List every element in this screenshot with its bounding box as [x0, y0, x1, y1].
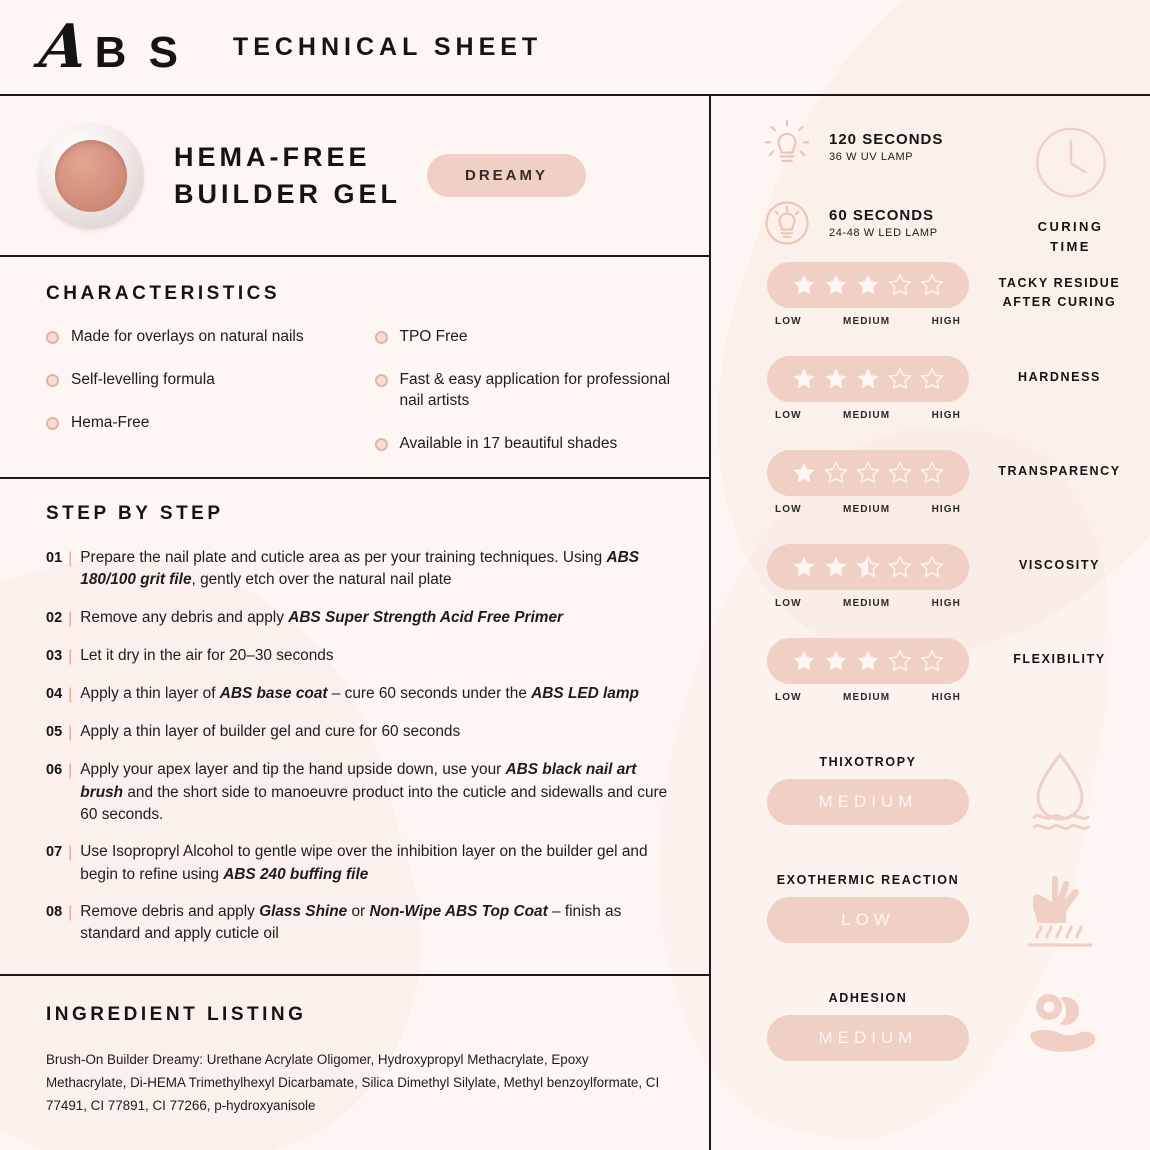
scale-low: LOW: [775, 410, 802, 421]
stars-pill: [767, 638, 969, 684]
uv-lamp-spec: 36 W UV LAMP: [829, 151, 914, 163]
property-exothermic-reaction: [711, 854, 1150, 962]
list-item: [46, 547, 675, 592]
clock-icon: [1032, 124, 1110, 201]
rating-flexibility: [711, 638, 1150, 726]
scale-high: HIGH: [931, 692, 961, 703]
characteristic-text: Made for overlays on natural nails: [71, 328, 304, 345]
rating-label: TACKY RESIDUE AFTER CURING: [998, 276, 1121, 309]
star-icon-empty: [887, 272, 913, 298]
star-icon-filled: [855, 648, 881, 674]
star-icon-filled: [823, 366, 849, 392]
rating-label: VISCOSITY: [1018, 558, 1101, 572]
star-icon-empty: [887, 460, 913, 486]
product-jar-image: [38, 123, 144, 229]
step-divider-icon: |: [68, 686, 73, 704]
rating-scale: [767, 598, 969, 609]
list-item: [375, 370, 680, 412]
bullet-icon: [375, 438, 388, 451]
scale-high: HIGH: [931, 504, 961, 515]
scale-medium: MEDIUM: [843, 504, 891, 515]
step-divider-icon: |: [68, 762, 73, 780]
property-label: THIXOTROPY: [819, 755, 917, 769]
step-text: Use Isopropryl Alcohol to gentle wipe over the inhibition layer on the builder gel and begin to refine using ABS 240 buffing file: [80, 843, 648, 883]
step-number: 01: [46, 550, 63, 566]
star-icon-filled: [791, 554, 817, 580]
step-divider-icon: |: [68, 904, 73, 922]
led-lamp-spec: 24-48 W LED LAMP: [829, 227, 938, 239]
curing-time-label: CURING TIME: [1037, 219, 1104, 254]
product-name-line1: HEMA-FREE: [174, 142, 371, 173]
property-thixotropy: [711, 736, 1150, 844]
scale-medium: MEDIUM: [843, 598, 891, 609]
led-lamp-icon: [759, 194, 815, 252]
bullet-icon: [375, 331, 388, 344]
stars-pill: [767, 356, 969, 402]
ingredients-text: Brush-On Builder Dreamy: Urethane Acrylate Oligomer, Hydroxypropyl Methacrylate, Epoxy Methacrylate, Di-HEMA Trimethylhexyl Dicarbamate, Silica Dimethyl Silylate, Methyl benzoylformate, CI 77491, CI 77891, CI 77266, p-hydroxyanisole: [46, 1052, 660, 1114]
star-icon-empty: [887, 366, 913, 392]
characteristic-text: Self-levelling formula: [71, 370, 215, 388]
stars-pill: [767, 262, 969, 308]
characteristic-text: TPO Free: [399, 328, 468, 345]
bullet-icon: [46, 417, 59, 430]
bullet-icon: [375, 374, 388, 387]
list-item: [46, 683, 675, 706]
characteristic-text: Available in 17 beautiful shades: [399, 434, 618, 452]
adhesion-hand-icon: [1017, 985, 1103, 1067]
characteristics-section: [0, 257, 709, 479]
step-text: Apply your apex layer and tip the hand upside down, use your ABS black nail art brush and the short side to manoeuvre product into the cuticle and sidewalls and cure 60 seconds.: [80, 761, 668, 824]
hand-heat-icon: [1017, 865, 1103, 951]
list-item: [46, 645, 675, 668]
step-number: 04: [46, 686, 63, 703]
page-header: [0, 0, 1150, 96]
star-icon-empty: [887, 554, 913, 580]
curing-section: [711, 96, 1150, 256]
scale-medium: MEDIUM: [843, 316, 891, 327]
property-value: MEDIUM: [767, 1015, 969, 1061]
page-title: TECHNICAL SHEET: [232, 32, 543, 61]
characteristics-left-column: [46, 327, 363, 477]
rating-transparency: [711, 450, 1150, 538]
step-number: 05: [46, 724, 63, 741]
jar-gel-color: [55, 140, 127, 212]
characteristic-text: Hema-Free: [71, 413, 150, 431]
rating-label: TRANSPARENCY: [998, 464, 1121, 478]
star-icon-filled: [791, 366, 817, 392]
star-icon-filled: [791, 460, 817, 486]
uv-cure-row: [759, 118, 991, 176]
step-number: 08: [46, 904, 63, 921]
star-icon-empty: [919, 366, 945, 392]
star-icon-empty: [919, 460, 945, 486]
ingredients-title: INGREDIENT LISTING: [46, 1004, 307, 1025]
rating-viscosity: [711, 544, 1150, 632]
bullet-icon: [46, 331, 59, 344]
rating-label: FLEXIBILITY: [1013, 652, 1106, 666]
brand-logo: [36, 11, 183, 82]
star-icon-empty: [919, 272, 945, 298]
ingredient-listing-section: [0, 976, 709, 1150]
logo-letters-bs: B S: [94, 27, 183, 77]
star-icon-empty: [887, 648, 913, 674]
rating-hardness: [711, 356, 1150, 444]
step-divider-icon: |: [68, 609, 73, 627]
step-text: Remove any debris and apply ABS Super Strength Acid Free Primer: [80, 608, 564, 626]
star-icon-empty: [919, 554, 945, 580]
step-divider-icon: |: [68, 844, 73, 862]
star-icon-filled: [823, 554, 849, 580]
characteristics-right-column: [363, 327, 680, 477]
rating-tacky-residue: [711, 262, 1150, 350]
property-value: LOW: [767, 897, 969, 943]
step-by-step-section: [0, 479, 709, 976]
left-column: [0, 96, 711, 1150]
list-item: [46, 901, 675, 946]
property-value: MEDIUM: [767, 779, 969, 825]
rating-label: HARDNESS: [1018, 370, 1101, 384]
list-item: [46, 841, 675, 886]
characteristic-text: Fast & easy application for professional nail artists: [399, 370, 671, 409]
list-item: [46, 327, 363, 348]
product-block: [0, 96, 709, 257]
led-cure-time: 60 SECONDS: [829, 207, 935, 224]
step-text: Apply a thin layer of ABS base coat – cure 60 seconds under the ABS LED lamp: [80, 685, 639, 703]
stars-pill: [767, 450, 969, 496]
scale-low: LOW: [775, 598, 802, 609]
step-number: 03: [46, 647, 63, 664]
rating-scale: [767, 316, 969, 327]
right-column: [711, 96, 1150, 1150]
bullet-icon: [46, 374, 59, 387]
scale-medium: MEDIUM: [843, 410, 891, 421]
scale-low: LOW: [775, 316, 802, 327]
list-item: [375, 327, 680, 348]
list-item: [46, 721, 675, 744]
product-name-line2: BUILDER GEL: [174, 178, 402, 209]
list-item: [46, 370, 363, 391]
star-icon-empty: [823, 460, 849, 486]
step-text: Apply a thin layer of builder gel and cure for 60 seconds: [80, 723, 461, 741]
list-item: [46, 759, 675, 826]
list-item: [375, 434, 680, 455]
star-icon-filled: [823, 648, 849, 674]
step-text: Let it dry in the air for 20–30 seconds: [80, 646, 334, 664]
scale-high: HIGH: [931, 410, 961, 421]
scale-medium: MEDIUM: [843, 692, 891, 703]
star-icon-half: [855, 554, 881, 580]
list-item: [46, 413, 363, 434]
step-divider-icon: |: [68, 550, 73, 567]
step-number: 06: [46, 762, 63, 779]
scale-low: LOW: [775, 504, 802, 515]
characteristics-title: CHARACTERISTICS: [46, 283, 281, 304]
product-name: [174, 139, 401, 212]
uv-lamp-icon: [759, 118, 815, 176]
stars-pill: [767, 544, 969, 590]
logo-letter-a: A: [36, 11, 93, 82]
scale-low: LOW: [775, 692, 802, 703]
shade-badge: DREAMY: [427, 154, 586, 197]
star-icon-filled: [791, 272, 817, 298]
step-text: Prepare the nail plate and cuticle area as per your training techniques. Using ABS 180/100 grit file, gently etch over the natural nail plate: [80, 549, 639, 589]
star-icon-empty: [919, 648, 945, 674]
scale-high: HIGH: [931, 598, 961, 609]
droplet-icon: [1020, 747, 1100, 833]
star-icon-filled: [823, 272, 849, 298]
property-adhesion: [711, 972, 1150, 1080]
step-divider-icon: |: [68, 647, 73, 665]
step-divider-icon: |: [68, 724, 73, 742]
led-cure-row: [759, 194, 991, 252]
step-text: Remove debris and apply Glass Shine or Non-Wipe ABS Top Coat – finish as standard and apply cuticle oil: [80, 903, 622, 943]
step-number: 07: [46, 844, 63, 861]
rating-scale: [767, 692, 969, 703]
star-icon-filled: [855, 366, 881, 392]
scale-high: HIGH: [931, 316, 961, 327]
rating-scale: [767, 410, 969, 421]
star-icon-empty: [855, 460, 881, 486]
uv-cure-time: 120 SECONDS: [829, 131, 944, 148]
property-label: EXOTHERMIC REACTION: [776, 873, 960, 887]
steps-title: STEP BY STEP: [46, 503, 224, 524]
star-icon-filled: [855, 272, 881, 298]
list-item: [46, 607, 675, 630]
star-icon-filled: [791, 648, 817, 674]
property-label: ADHESION: [828, 991, 908, 1005]
rating-scale: [767, 504, 969, 515]
step-number: 02: [46, 609, 63, 626]
